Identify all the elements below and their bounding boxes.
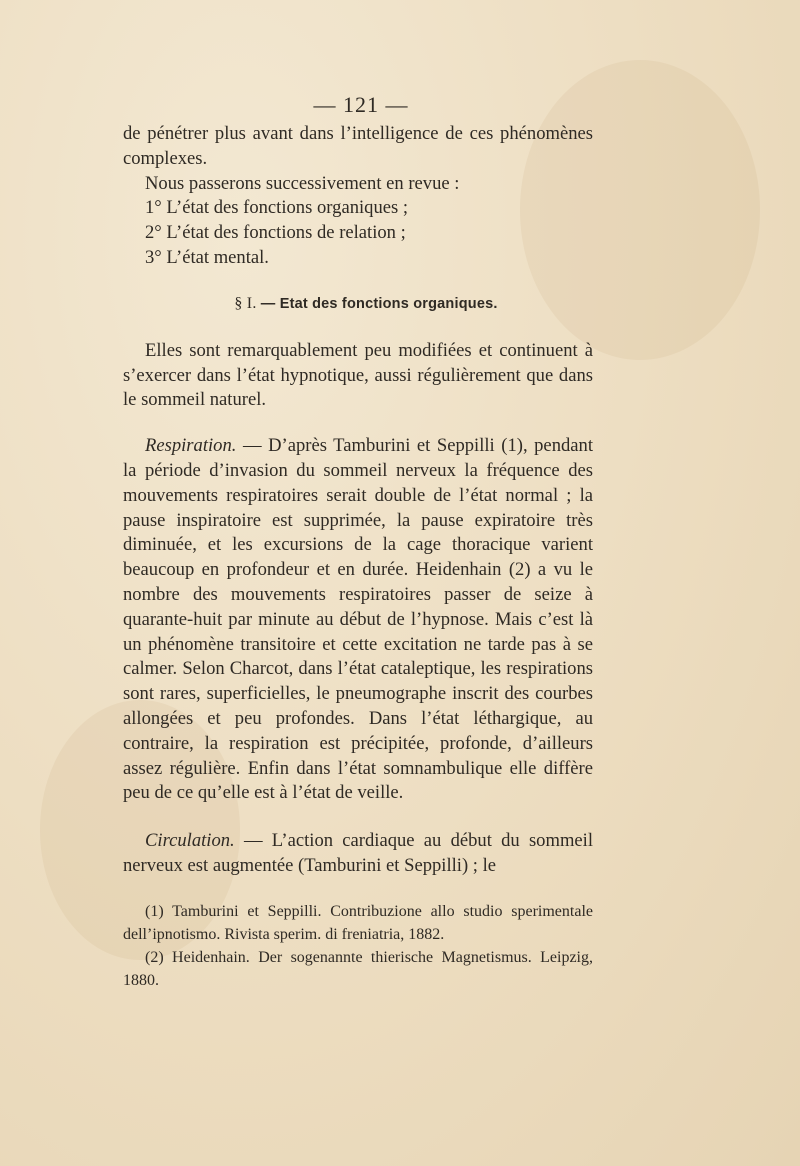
list-item: 2° L’état des fonctions de relation ; [145,222,406,244]
intro-paragraph: Nous passerons successivement en revue : [145,172,460,194]
section-symbol: § I. [234,294,257,312]
section-title: — Etat des fonctions organiques. [260,295,498,312]
respiration-lead: Respiration. [145,435,237,457]
respiration-paragraph [123,434,593,806]
list-item: 1° L’état des fonctions organiques ; [145,197,409,219]
circulation-lead: Circulation. [145,830,235,852]
page-text [123,122,593,879]
circulation-text: — L’action cardiaque au début du sommeil nerveux est augmentée (Tamburini et Seppilli) ; le [123,830,593,876]
footnote: (1) Tamburini et Seppilli. Contribuzione allo studio sperimentale dell’ipnotismo. Rivista sperim. di freniatria, 1882. [123,902,593,943]
page-number: — 121 — [313,92,409,117]
respiration-text: — D’après Tamburini et Seppilli (1), pendant la période d’invasion du sommeil nerveux la fréquence des mouvements respiratoires serait double de l’état normal ; la pause inspiratoire est supprimée, la pause expiratoire très diminuée, et les excursions de la cage thoracique varient beaucoup en profondeur et en durée. Heidenhain (2) a vu le nombre des mouvements respiratoires passer de seize à quarante-huit par minute au début de l’hypnose. Mais c’est là un phénomène transitoire et cette excitation ne tarde pas à se calmer. Selon Charcot, dans l’état cataleptique, les respirations sont rares, superficielles, le pneumographe inscrit des courbes allongées et peu profondes. Dans l’état léthargique, au contraire, la respiration est précipitée, profonde, d’ailleurs assez régulière. Enfin dans l’état somnambulique elle diffère peu de ce qu’elle est à l’état de veille. [123,435,593,804]
footnotes [123,900,593,992]
book-page [123,92,593,992]
intro-paragraph: de pénétrer plus avant dans l’intelligence de ces phénomènes complexes. [123,123,593,169]
section-heading [139,295,593,313]
body-paragraph: Elles sont remarquablement peu modifiées et continuent à s’exercer dans l’état hypnotique, aussi régulièrement que dans le sommeil naturel. [123,339,593,411]
footnote: (2) Heidenhain. Der sogenannte thierische Magnetismus. Leipzig, 1880. [123,948,593,989]
circulation-paragraph [123,829,593,879]
list-item: 3° L’état mental. [145,246,269,268]
review-list [123,196,593,270]
